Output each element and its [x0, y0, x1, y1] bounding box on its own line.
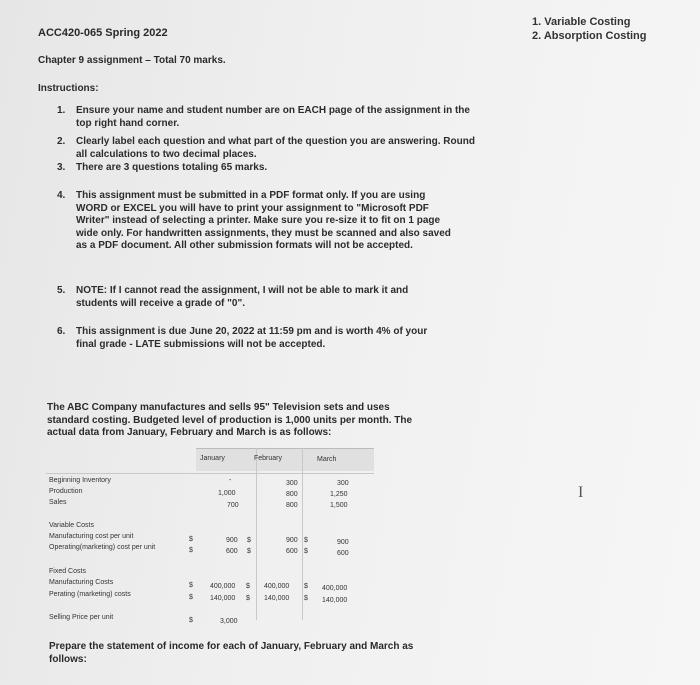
table-vline: [256, 448, 257, 620]
currency-sign: $: [304, 583, 308, 590]
table-divider: [46, 473, 374, 474]
cell-value: 1,000: [218, 490, 236, 497]
col-header-february: February: [254, 455, 283, 462]
row-label: Manufacturing cost per unit: [49, 533, 134, 540]
cell-value: 300: [286, 480, 298, 487]
prepare-text: Prepare the statement of income for each of January, February and March as follows:: [49, 641, 414, 665]
cell-value: 300: [337, 480, 349, 487]
cell-value: 800: [286, 502, 298, 509]
instruction-item: 5. NOTE: If I cannot read the assignment, I will not be able to mark it and students will receive a grade of "0".: [57, 285, 409, 309]
cell-value: 900: [337, 539, 349, 546]
text-cursor-icon: I: [578, 484, 584, 501]
instructions-heading: Instructions:: [38, 83, 99, 94]
cell-value: 3,000: [220, 618, 238, 625]
section-heading: Variable Costs: [49, 522, 95, 529]
cell-value: 400,000: [210, 583, 236, 590]
instruction-item: 2. Clearly label each question and what part of the question you are answering. Round all calculations to two decimal places.: [57, 136, 475, 160]
row-label: Sales: [49, 499, 67, 506]
cell-value: 900: [286, 537, 298, 544]
currency-sign: $: [189, 536, 193, 543]
cell-value: 140,000: [210, 595, 236, 602]
col-header-march: March: [317, 456, 337, 463]
row-label: Operating(marketing) cost per unit: [49, 544, 156, 551]
cell-value: 140,000: [264, 595, 290, 602]
cell-value: 800: [286, 491, 298, 498]
currency-sign: $: [246, 583, 250, 590]
row-label: Beginning Inventory: [49, 477, 111, 484]
row-label: Production: [49, 488, 83, 495]
currency-sign: $: [304, 595, 308, 602]
currency-sign: $: [304, 548, 308, 555]
cell-value: 400,000: [264, 583, 290, 590]
instruction-item: 4. This assignment must be submitted in a PDF format only. If you are using WORD or EXCEL you will have to print your assignment to "Microsoft PDF Writer" instead of selecting a printer. Make sure you re-size it to fit on 1 page wide only. For handwritten assignments, they must be scanned and also saved as a PDF document. All other submission formats will not be accepted.: [57, 190, 451, 251]
col-header-january: January: [200, 455, 225, 462]
side-list: [532, 15, 646, 43]
side-item-variable-costing: 1. Variable Costing: [532, 16, 631, 28]
instruction-item: 1. Ensure your name and student number are on EACH page of the assignment in the top right hand corner.: [57, 105, 470, 129]
instruction-item: 6. This assignment is due June 20, 2022 at 11:59 pm and is worth 4% of your final grade - LATE submissions will not be accepted.: [57, 326, 428, 350]
cell-value: 400,000: [322, 585, 348, 592]
currency-sign: $: [247, 537, 251, 544]
section-heading: Fixed Costs: [49, 568, 86, 575]
currency-sign: $: [189, 594, 193, 601]
problem-text: The ABC Company manufactures and sells 95" Television sets and uses standard costing. Budgeted level of production is 1,000 units per month. The actual data from January, February and March is as follows:: [47, 402, 413, 438]
chapter-line: Chapter 9 assignment – Total 70 marks.: [38, 55, 226, 66]
currency-sign: $: [189, 547, 193, 554]
course-title: ACC420-065 Spring 2022: [38, 27, 168, 39]
cell-value: 1,250: [330, 491, 348, 498]
cell-value: 700: [227, 502, 239, 509]
cell-value: 1,500: [330, 502, 348, 509]
currency-sign: $: [304, 537, 308, 544]
currency-sign: $: [246, 595, 250, 602]
cell-value: 600: [226, 548, 238, 555]
cell-value: 900: [226, 537, 238, 544]
cell-value: 600: [337, 550, 349, 557]
table-vline: [302, 448, 303, 620]
cell-value: 140,000: [322, 597, 348, 604]
cell-value: -: [229, 477, 232, 484]
currency-sign: $: [189, 582, 193, 589]
currency-sign: $: [247, 548, 251, 555]
row-label: Perating (marketing) costs: [49, 591, 131, 598]
side-item-absorption-costing: 2. Absorption Costing: [532, 30, 647, 42]
row-label: Selling Price per unit: [49, 614, 114, 621]
row-label: Manufacturing Costs: [49, 579, 114, 586]
currency-sign: $: [189, 617, 193, 624]
cell-value: 600: [286, 548, 298, 555]
instruction-item: 3. There are 3 questions totaling 65 marks.: [57, 162, 268, 173]
